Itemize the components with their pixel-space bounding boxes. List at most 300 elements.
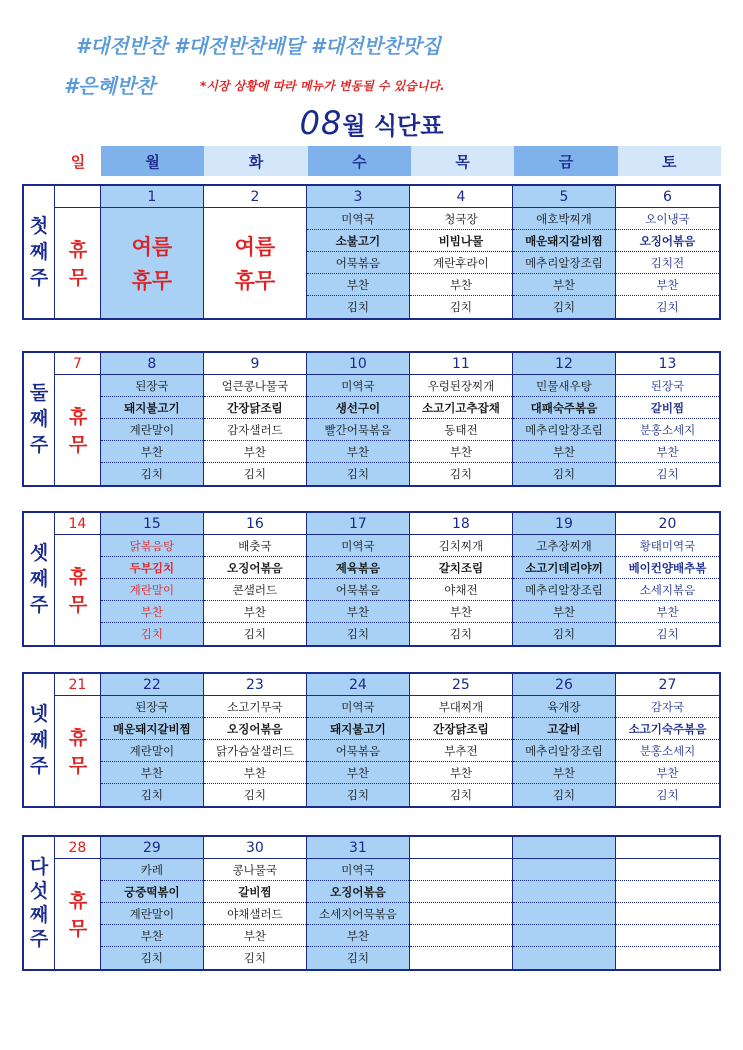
date-number: 20: [616, 513, 719, 535]
menu-item: [616, 859, 719, 881]
menu-list: [101, 696, 203, 806]
menu-item: 부찬: [513, 601, 615, 623]
date-number: 28: [55, 837, 100, 859]
menu-item: 김치: [140, 951, 163, 965]
week-4: [22, 672, 721, 808]
day-cell-수: [307, 674, 410, 806]
date-number: 7: [55, 353, 100, 375]
day-cell-화: [204, 353, 307, 485]
week-label: [24, 837, 55, 969]
summer-holiday-line: 휴무: [234, 268, 276, 293]
week-grid: [55, 353, 719, 485]
day-cell-금: [513, 353, 616, 485]
menu-list: [101, 375, 203, 485]
menu-item: 부찬: [616, 601, 719, 623]
day-cell-수: [307, 513, 410, 645]
menu-item: 김치: [140, 627, 163, 641]
week-label-char: 둘: [29, 382, 49, 404]
menu-item: 콩나물국: [204, 859, 306, 881]
weekday-4: 목: [411, 146, 514, 176]
menu-item: 빨간어묵볶음: [307, 419, 409, 441]
day-cell-일: [55, 837, 101, 969]
week-label-char: 주: [29, 267, 49, 289]
weekday-2: 화: [204, 146, 307, 176]
menu-item: 계란말이: [101, 740, 203, 762]
menu-item: 돼지불고기: [307, 718, 409, 740]
menu-list: [410, 208, 512, 318]
menu-item: 김치전: [616, 252, 719, 274]
menu-item: 어묵볶음: [307, 252, 409, 274]
menu-item: 콘샐러드: [204, 579, 306, 601]
day-cell-토: [616, 353, 719, 485]
week-label-char: 째: [29, 729, 49, 751]
menu-item: 돼지불고기: [101, 397, 203, 419]
menu-list: [616, 208, 719, 318]
menu-list: [513, 696, 615, 806]
menu-item: [616, 925, 719, 947]
closed-char: 휴: [68, 238, 88, 261]
hashtag-line-1: #대전반찬 #대전반찬배달 #대전반찬맛집: [76, 34, 441, 58]
menu-item: 배춧국: [204, 535, 306, 557]
menu-list: [616, 696, 719, 806]
hashtag-header: [0, 0, 743, 100]
menu-item: 닭가슴살샐러드: [204, 740, 306, 762]
menu-item: 부찬: [307, 441, 409, 463]
date-number: 13: [616, 353, 719, 375]
menu-list: [410, 859, 512, 969]
menu-item: 계란말이: [101, 903, 203, 925]
menu-item: 어묵볶음: [307, 740, 409, 762]
menu-item: 오징어볶음: [204, 557, 306, 579]
menu-item: 부찬: [513, 274, 615, 296]
day-cell-일: [55, 513, 101, 645]
menu-item: 청국장: [410, 208, 512, 230]
menu-item: 고추장찌개: [513, 535, 615, 557]
menu-list: [307, 859, 409, 969]
menu-item: 부찬: [616, 274, 719, 296]
date-number: 3: [307, 186, 409, 208]
week-label-char: 첫: [29, 215, 49, 237]
closed-char: 휴: [68, 889, 88, 912]
week-label-char: 주: [29, 928, 49, 950]
menu-item: 김치찌개: [410, 535, 512, 557]
day-cell-토: [616, 837, 719, 969]
menu-item: 소불고기: [307, 230, 409, 252]
page-title: [0, 104, 743, 144]
menu-item: [616, 881, 719, 903]
summer-holiday: [101, 209, 203, 318]
menu-item: 분홍소세지: [616, 740, 719, 762]
menu-item: 김치: [656, 788, 679, 802]
menu-item: 김치: [346, 467, 370, 481]
menu-item: 김치: [552, 788, 576, 802]
date-number: 16: [204, 513, 306, 535]
menu-item: 감자국: [616, 696, 719, 718]
week-label: [24, 353, 55, 485]
menu-item: 부찬: [307, 274, 409, 296]
menu-item: 제육볶음: [307, 557, 409, 579]
week-label-char: 주: [29, 434, 49, 456]
week-label-char: 넷: [29, 703, 49, 725]
weekday-header: [55, 146, 721, 176]
menu-item: 베이컨양배추볶: [616, 557, 719, 579]
date-number: 23: [204, 674, 306, 696]
menu-item: 소고기무국: [204, 696, 306, 718]
closed-char: 휴: [68, 405, 88, 428]
menu-item: 부찬: [513, 441, 615, 463]
menu-item: 김치: [140, 788, 163, 802]
summer-holiday-line: 여름: [234, 234, 276, 259]
menu-list: [616, 859, 719, 969]
menu-item: 부찬: [204, 601, 306, 623]
date-number: 10: [307, 353, 409, 375]
closed-char: 무: [68, 266, 88, 289]
date-number: 5: [513, 186, 615, 208]
date-number: 18: [410, 513, 512, 535]
menu-item: 김치: [552, 300, 576, 314]
menu-item: [410, 947, 512, 969]
date-number: 26: [513, 674, 615, 696]
menu-item: 부찬: [410, 274, 512, 296]
menu-item: 소고기숙주볶음: [616, 718, 719, 740]
closed-char: 휴: [68, 565, 88, 588]
menu-list: [616, 375, 719, 485]
menu-item: 부찬: [101, 925, 203, 947]
menu-list: [410, 375, 512, 485]
menu-item: 부찬: [513, 762, 615, 784]
menu-item: 오징어볶음: [307, 881, 409, 903]
date-number: 17: [307, 513, 409, 535]
menu-item: 된장국: [101, 696, 203, 718]
day-cell-월: [101, 353, 204, 485]
menu-item: 미역국: [307, 375, 409, 397]
menu-list: [410, 696, 512, 806]
week-2: [22, 351, 721, 487]
menu-item: 간장닭조림: [410, 718, 512, 740]
menu-item: 김치: [656, 627, 679, 641]
sunday-closed: [55, 697, 101, 806]
week-label: [24, 513, 55, 645]
date-number: 24: [307, 674, 409, 696]
menu-list: [204, 535, 306, 645]
menu-item: 김치: [449, 788, 473, 802]
menu-item: 김치: [243, 951, 266, 965]
menu-item: 대패숙주볶음: [513, 397, 615, 419]
day-cell-토: [616, 186, 719, 318]
menu-item: 부찬: [101, 441, 203, 463]
date-number: 6: [616, 186, 719, 208]
menu-item: 부추전: [410, 740, 512, 762]
menu-item: 간장닭조림: [204, 397, 306, 419]
menu-item: 김치: [140, 467, 163, 481]
menu-list: [513, 375, 615, 485]
menu-item: [513, 903, 615, 925]
date-number: [513, 837, 615, 859]
day-cell-월: [101, 674, 204, 806]
menu-item: 부대찌개: [410, 696, 512, 718]
menu-list: [307, 696, 409, 806]
week-grid: [55, 674, 719, 806]
menu-item: 소고기고추잡채: [410, 397, 512, 419]
date-number: [55, 186, 100, 208]
menu-item: 김치: [243, 467, 266, 481]
menu-item: 김치: [346, 951, 370, 965]
menu-item: 김치: [243, 627, 266, 641]
menu-list: [513, 208, 615, 318]
menu-list: [307, 375, 409, 485]
sunday-closed: [55, 860, 101, 969]
date-number: 25: [410, 674, 512, 696]
day-cell-수: [307, 837, 410, 969]
date-number: 9: [204, 353, 306, 375]
menu-item: 김치: [552, 467, 576, 481]
menu-list: [101, 859, 203, 969]
date-number: [616, 837, 719, 859]
week-label: [24, 186, 55, 318]
summer-holiday-line: 여름: [131, 234, 173, 259]
week-label: [24, 674, 55, 806]
menu-item: 황태미역국: [616, 535, 719, 557]
menu-item: 소세지볶음: [616, 579, 719, 601]
day-cell-목: [410, 353, 513, 485]
date-number: 21: [55, 674, 100, 696]
closed-char: 무: [68, 593, 88, 616]
summer-holiday-line: 휴무: [131, 268, 173, 293]
day-cell-일: [55, 674, 101, 806]
menu-list: [410, 535, 512, 645]
menu-item: 갈비찜: [616, 397, 719, 419]
day-cell-금: [513, 513, 616, 645]
closed-char: 휴: [68, 726, 88, 749]
menu-list: [307, 535, 409, 645]
day-cell-화: [204, 674, 307, 806]
menu-item: 계란말이: [101, 419, 203, 441]
menu-list: [204, 696, 306, 806]
day-cell-월: [101, 186, 204, 318]
menu-item: 감자샐러드: [204, 419, 306, 441]
menu-item: 김치: [346, 788, 370, 802]
day-cell-목: [410, 186, 513, 318]
menu-item: 계란말이: [101, 579, 203, 601]
menu-item: 부찬: [101, 762, 203, 784]
menu-item: [513, 859, 615, 881]
menu-item: 궁중떡볶이: [101, 881, 203, 903]
day-cell-일: [55, 353, 101, 485]
menu-list: [204, 859, 306, 969]
menu-item: 어묵볶음: [307, 579, 409, 601]
closed-char: 무: [68, 433, 88, 456]
date-number: 15: [101, 513, 203, 535]
menu-item: 된장국: [616, 375, 719, 397]
week-label-char: 주: [29, 755, 49, 777]
menu-item: 부찬: [204, 441, 306, 463]
menu-item: 매운돼지갈비찜: [513, 230, 615, 252]
menu-item: 부찬: [410, 762, 512, 784]
menu-item: [616, 947, 719, 969]
day-cell-토: [616, 513, 719, 645]
date-number: 27: [616, 674, 719, 696]
hashtag-line-2: #은혜반찬: [64, 74, 156, 98]
date-number: 4: [410, 186, 512, 208]
menu-item: 김치: [656, 300, 679, 314]
week-label-char: 째: [29, 904, 49, 926]
week-3: [22, 511, 721, 647]
day-cell-월: [101, 513, 204, 645]
menu-item: [513, 925, 615, 947]
day-cell-월: [101, 837, 204, 969]
date-number: 22: [101, 674, 203, 696]
menu-item: 민물새우탕: [513, 375, 615, 397]
week-1: [22, 184, 721, 320]
menu-item: 야채전: [410, 579, 512, 601]
day-cell-일: [55, 186, 101, 318]
week-label-char: 째: [29, 241, 49, 263]
menu-item: 오징어볶음: [204, 718, 306, 740]
menu-item: 미역국: [307, 208, 409, 230]
day-cell-목: [410, 513, 513, 645]
date-number: [410, 837, 512, 859]
menu-change-notice: *시장 상황에 따라 메뉴가 변동될 수 있습니다.: [200, 79, 445, 93]
menu-item: 김치: [449, 300, 473, 314]
menu-item: 카레: [101, 859, 203, 881]
week-label-char: 다: [29, 856, 49, 878]
menu-item: 육개장: [513, 696, 615, 718]
closed-char: 무: [68, 917, 88, 940]
menu-item: 메추리알장조림: [513, 740, 615, 762]
menu-list: [513, 535, 615, 645]
menu-item: 소고기데리야끼: [513, 557, 615, 579]
menu-item: [410, 881, 512, 903]
weekday-6: 토: [618, 146, 721, 176]
day-cell-수: [307, 186, 410, 318]
menu-item: 계란후라이: [410, 252, 512, 274]
day-cell-목: [410, 837, 513, 969]
menu-list: [307, 208, 409, 318]
menu-item: 김치: [346, 627, 370, 641]
menu-item: 김치: [346, 300, 370, 314]
menu-item: [410, 925, 512, 947]
menu-item: 김치: [243, 788, 266, 802]
menu-item: 갈치조림: [410, 557, 512, 579]
menu-item: 부찬: [204, 762, 306, 784]
menu-item: [513, 947, 615, 969]
day-cell-금: [513, 186, 616, 318]
weekday-1: 월: [101, 146, 204, 176]
closed-char: 무: [68, 754, 88, 777]
menu-item: 부찬: [101, 601, 203, 623]
week-grid: [55, 186, 719, 318]
menu-item: 부찬: [307, 601, 409, 623]
week-label-char: 주: [29, 594, 49, 616]
day-cell-목: [410, 674, 513, 806]
date-number: 8: [101, 353, 203, 375]
menu-list: [616, 535, 719, 645]
menu-item: 메추리알장조림: [513, 579, 615, 601]
menu-item: 갈비찜: [204, 881, 306, 903]
menu-item: 부찬: [204, 925, 306, 947]
menu-item: 비빔나물: [410, 230, 512, 252]
date-number: 31: [307, 837, 409, 859]
week-label-char: 셋: [29, 542, 49, 564]
menu-item: 동태전: [410, 419, 512, 441]
menu-item: 메추리알장조림: [513, 252, 615, 274]
title-text: 월 식단표: [342, 112, 444, 140]
menu-item: 김치: [449, 627, 473, 641]
week-label-char: 섯: [29, 880, 49, 902]
date-number: 2: [204, 186, 306, 208]
date-number: 29: [101, 837, 203, 859]
menu-item: 미역국: [307, 696, 409, 718]
menu-item: 매운돼지갈비찜: [101, 718, 203, 740]
menu-item: 미역국: [307, 859, 409, 881]
menu-item: 생선구이: [307, 397, 409, 419]
menu-item: 김치: [656, 467, 679, 481]
sunday-closed: [55, 536, 101, 645]
menu-item: 김치: [449, 467, 473, 481]
menu-item: [513, 881, 615, 903]
week-label-char: 째: [29, 408, 49, 430]
menu-item: 고갈비: [513, 718, 615, 740]
day-cell-수: [307, 353, 410, 485]
menu-item: 분홍소세지: [616, 419, 719, 441]
menu-item: 메추리알장조림: [513, 419, 615, 441]
week-grid: [55, 837, 719, 969]
menu-item: 애호박찌개: [513, 208, 615, 230]
menu-item: 부찬: [410, 441, 512, 463]
date-number: 19: [513, 513, 615, 535]
menu-item: 부찬: [307, 762, 409, 784]
menu-list: [513, 859, 615, 969]
menu-item: 부찬: [616, 762, 719, 784]
day-cell-토: [616, 674, 719, 806]
date-number: 1: [101, 186, 203, 208]
week-5: [22, 835, 721, 971]
day-cell-화: [204, 513, 307, 645]
summer-holiday: [204, 209, 306, 318]
sunday-closed: [55, 376, 101, 485]
menu-item: 부찬: [307, 925, 409, 947]
menu-list: [101, 535, 203, 645]
weekday-5: 금: [514, 146, 617, 176]
week-grid: [55, 513, 719, 645]
menu-item: 부찬: [410, 601, 512, 623]
menu-item: 오징어볶음: [616, 230, 719, 252]
menu-item: 얼큰콩나물국: [204, 375, 306, 397]
menu-item: 오이냉국: [616, 208, 719, 230]
menu-item: 야채샐러드: [204, 903, 306, 925]
menu-item: 미역국: [307, 535, 409, 557]
date-number: 14: [55, 513, 100, 535]
menu-item: 우렁된장찌개: [410, 375, 512, 397]
menu-item: 부찬: [616, 441, 719, 463]
menu-item: 닭볶음탕: [101, 535, 203, 557]
day-cell-금: [513, 837, 616, 969]
title-month: 08: [299, 104, 343, 142]
date-number: 30: [204, 837, 306, 859]
menu-item: 소세지어묵볶음: [307, 903, 409, 925]
sunday-closed: [55, 209, 101, 318]
menu-item: [410, 859, 512, 881]
week-label-char: 째: [29, 568, 49, 590]
date-number: 11: [410, 353, 512, 375]
menu-list: [204, 375, 306, 485]
menu-item: 두부김치: [101, 557, 203, 579]
date-number: 12: [513, 353, 615, 375]
weekday-3: 수: [308, 146, 411, 176]
menu-item: [616, 903, 719, 925]
menu-item: 김치: [552, 627, 576, 641]
day-cell-화: [204, 186, 307, 318]
